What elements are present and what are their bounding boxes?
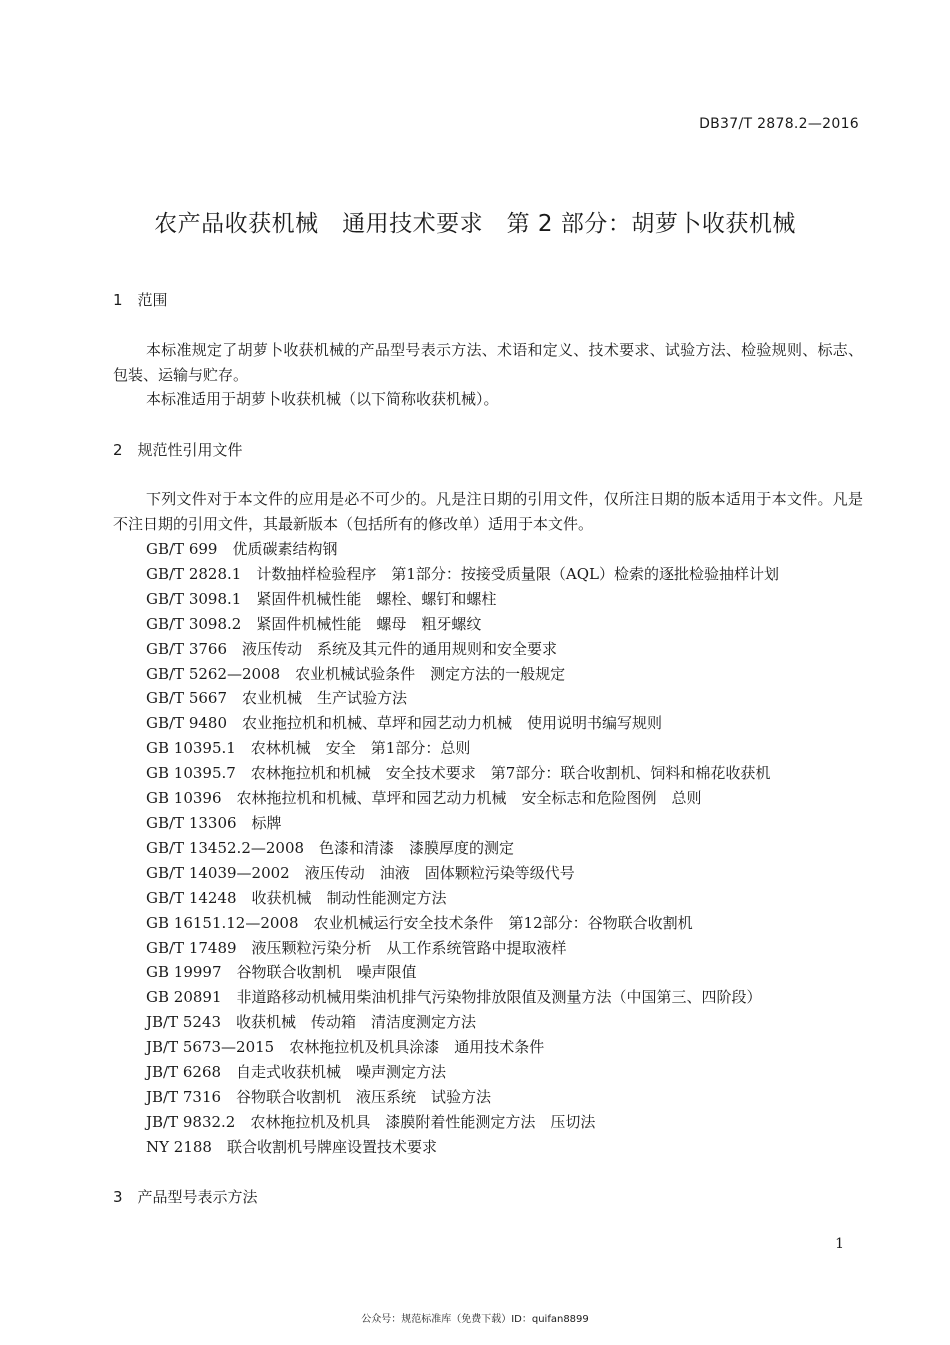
footer-watermark-note: 公众号：规范标准库（免费下载）ID：quifan8899 [361,1314,589,1325]
reference-item: JB/T 6268 自走式收获机械 噪声测定方法 [146,1063,447,1082]
reference-item: GB/T 14248 收获机械 制动性能测定方法 [146,888,447,907]
standard-code: DB37/T 2878.2—2016 [699,116,859,132]
reference-item: GB/T 2828.1 计数抽样检验程序 第1部分：按接受质量限（AQL）检索的逐批检验抽样计划 [146,564,779,583]
reference-item: NY 2188 联合收割机号牌座设置技术要求 [146,1137,437,1156]
reference-item: JB/T 9832.2 农林拖拉机及机具 漆膜附着性能测定方法 压切法 [146,1112,596,1131]
scope-paragraph-2: 本标准适用于胡萝卜收获机械（以下简称收获机械）。 [146,390,499,408]
reference-item: GB/T 14039—2002 液压传动 油液 固体颗粒污染等级代号 [146,863,575,882]
reference-item: GB/T 699 优质碳素结构钢 [146,540,338,558]
reference-item: JB/T 5243 收获机械 传动箱 清洁度测定方法 [146,1013,477,1032]
reference-item: GB 16151.12—2008 农业机械运行安全技术条件 第12部分：谷物联合收割机 [146,913,693,932]
reference-item: GB/T 9480 农业拖拉机和机械、草坪和园艺动力机械 使用说明书编写规则 [146,714,663,733]
reference-item: GB/T 3098.1 紧固件机械性能 螺栓、螺钉和螺柱 [146,589,497,608]
reference-item: GB/T 17489 液压颗粒污染分析 从工作系统管路中提取液样 [146,938,567,957]
reference-list [146,537,779,1160]
reference-item: JB/T 7316 谷物联合收割机 液压系统 试验方法 [146,1087,492,1106]
section-heading-scope: 1 范围 [113,291,168,309]
scope-paragraph-1: 本标准规定了胡萝卜收获机械的产品型号表示方法、术语和定义、技术要求、试验方法、检验规则、标志、包装、运输与贮存。 [113,341,863,384]
section-heading-normative-references: 2 规范性引用文件 [113,441,243,459]
reference-item: GB/T 13452.2—2008 色漆和清漆 漆膜厚度的测定 [146,838,515,857]
reference-item: GB 10396 农林拖拉机和机械、草坪和园艺动力机械 安全标志和危险图例 总则 [146,789,702,808]
reference-item: GB 19997 谷物联合收割机 噪声限值 [146,963,417,982]
reference-item: GB 10395.1 农林机械 安全 第1部分：总则 [146,739,471,758]
reference-item: GB/T 3766 液压传动 系统及其元件的通用规则和安全要求 [146,639,558,658]
reference-item: GB 20891 非道路移动机械用柴油机排气污染物排放限值及测量方法（中国第三、四阶段） [146,988,762,1007]
reference-item: GB/T 3098.2 紧固件机械性能 螺母 粗牙螺纹 [146,614,482,633]
references-intro-paragraph: 下列文件对于本文件的应用是必不可少的。凡是注日期的引用文件，仅所注日期的版本适用于本文件。凡是不注日期的引用文件，其最新版本（包括所有的修改单）适用于本文件。 [113,490,863,533]
reference-item: JB/T 5673—2015 农林拖拉机及机具涂漆 通用技术条件 [146,1038,545,1057]
reference-item: GB/T 13306 标牌 [146,813,282,832]
section-heading-product-model: 3 产品型号表示方法 [113,1188,258,1206]
document-title: 农产品收获机械 通用技术要求 第 2 部分：胡萝卜收获机械 [154,211,796,237]
page-number: 1 [835,1236,844,1252]
reference-item: GB 10395.7 农林拖拉机和机械 安全技术要求 第7部分：联合收割机、饲料和棉花收获机 [146,764,771,783]
reference-item: GB/T 5262—2008 农业机械试验条件 测定方法的一般规定 [146,664,566,683]
reference-item: GB/T 5667 农业机械 生产试验方法 [146,689,408,708]
